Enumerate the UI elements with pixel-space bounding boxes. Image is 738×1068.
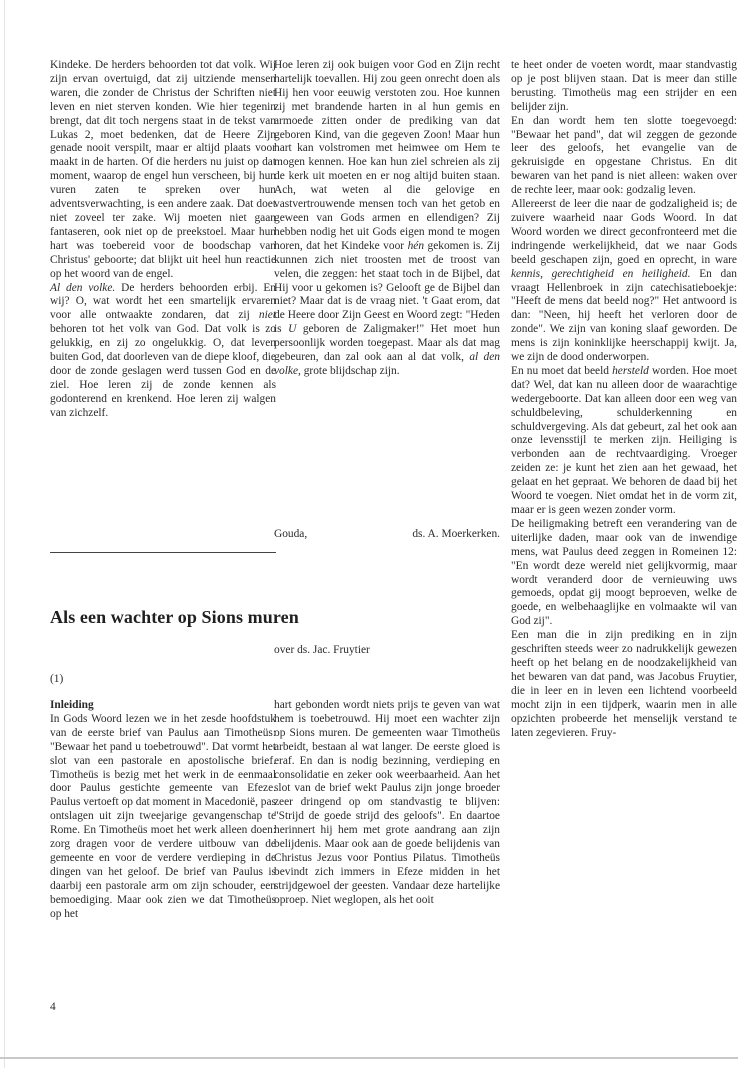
col3-paragraph-2: En dan wordt hem ten slotte toegevoegd: "Bewaar het pand", dat wil zeggen de gezonde leer des geloofs, het evangelie van de gekruisigde en opgestane Christus. En dit bewaren van het pand is niet alleen: waken over de rechte leer, maar ook: godzalig leven. (511, 114, 737, 197)
article1-column-1 (50, 59, 276, 421)
page-edge-line (4, 0, 5, 1068)
article2-column-2 (274, 699, 500, 908)
signature-author: ds. A. Moerkerken. (412, 528, 500, 540)
article2-column-3 (511, 59, 737, 740)
article2-title: Als een wachter op Sions muren (50, 607, 299, 627)
page-bottom-border (0, 1057, 738, 1059)
italic-al-den-volke: Al den volke. (50, 281, 116, 294)
col3-paragraph-4: En nu moet dat beeld hersteld worden. Hoe moet dat? Wel, dat kan nu alleen door de waarachtige wedergeboorte. Dat kan alleen door een weg van schuldbeleving, schulderkenning en schuldvergeving. Als dat gebeurt, zal het ook aan onze levensstijl te merken zijn. Heiliging is verbonden aan de rechtvaardiging. Vroeger zeiden ze: je kunt het zien aan het gewaad, het gelaat en het gepraat. We behoren de daad bij het Woord te voegen. Niet omdat het in de vorm zit, maar er is geen wezen zonder vorm. (511, 364, 737, 516)
article-separator-rule (50, 552, 276, 553)
col3-paragraph-5: De heiligmaking betreft een verandering van de uiterlijke daden, maar ook van de inwendige mens, wat Paulus deed zeggen in Romeinen 12: "En wordt deze wereld niet gelijkvormig, maar wordt veranderd door de vernieuwing uws gemoeds, opdat gij moogt beproeven, welke de goede, en welbehaaglijke en volmaakte wil van God zij". (511, 517, 737, 628)
article1-column-2 (274, 59, 500, 379)
section-heading: Inleiding (50, 699, 94, 711)
signature-place: Gouda, (274, 528, 308, 540)
col3-paragraph-6: Een man die in zijn prediking en in zijn geschriften steeds weer zo nadrukkelijk gewezen heeft op het belang en de noodzakelijkheid van het bewaren van dat pand, was Jacobus Fruytier, die in leer en in leven een lichtend voorbeeld mocht zijn in een tijdperk, waarin men in alle opzichten probeerde het menselijk verstand te laten zegevieren. Fruy- (511, 629, 737, 739)
article2-col2-paragraph: hart gebonden wordt niets prijs te geven van wat hem is toebetrouwd. Hij moet een wachter zijn op Sions muren. De gemeenten waar Timotheüs arbeidt, bestaan al wat langer. De eerste gloed is eraf. En dan is nodig bezinning, verdieping en consolidatie en zeker ook weerbaarheid. Aan het slot van de brief wekt Paulus zijn jonge broeder zeer dringend op om standvastig te blijven: "Strijd de goede strijd des geloofs". En daartoe herinnert hij hem met grote aandrang aan zijn belijdenis. Maar ook aan de goede belijdenis van Christus Jezus voor Pontius Pilatus. Timotheüs bevindt zich immers in Efeze midden in het strijdgewoel der geesten. Vandaar deze hartelijke oproep. Niet weglopen, als het ooit (274, 699, 500, 906)
page-number: 4 (50, 1001, 56, 1013)
article1-col2-paragraph: Hoe leren zij ook buigen voor God en Zijn recht hartelijk toevallen. Hij zou geen onrecht doen als Hij hen voor eeuwig verstoten zou. Hoe kunnen zij met brandende harten in al hun gemis en armoede zitten onder de prediking van dat geboren Kind, van die gegeven Zoon! Maar hun hart kan volstromen met heimwee om Hem te mogen kennen. Hoe kan hun ziel schreien als zij de kerk uit moeten en er nog altijd buiten staan. Ach, wat weten al die gelovige en vastvertrouwende mensen toch van het getob en geween van Gods armen en ellendigen? Zij hebben nodig het uit Gods eigen mond te mogen horen, dat het Kindeke voor hén gekomen is. Zij kunnen zich niet troosten met de troost van velen, die zeggen: het staat toch in de Bijbel, dat Hij voor u gekomen is? Gelooft ge de Bijbel dan niet? Maar dat is de vraag niet. 't Gaat erom, dat de Heere door Zijn Geest en Woord zegt: "Heden is U geboren de Zaligmaker!" Het moet hun persoonlijk worden toegepast. Maar als dat mag gebeuren, dan zal ook aan al dat volk, al den volke, grote blijdschap zijn. (274, 59, 500, 377)
article2-col1-paragraph: In Gods Woord lezen we in het zesde hoofdstuk van de eerste brief van Paulus aan Timotheüs: "Bewaar het pand u toebetrouwd". Dat vormt het slot van een pastorale en apostolische brief. Timotheüs is bezig met het werk in de eenmaal door Paulus gestichte gemeente van Efeze. Paulus vertoeft op dat moment in Macedonië, pas ontslagen uit zijn tweejarige gevangenschap te Rome. En Timotheüs moet het werk alleen doen: zorg dragen voor de verdere uitbouw van de gemeente en voor de verdere verdieping in de dingen van het geloof. De brief van Paulus is daarbij een pastorale arm om zijn schouder, een bemoediging. Maar ook zien we dat Timotheüs op het (50, 712, 276, 920)
italic-niet: niet (258, 309, 276, 322)
col3-paragraph-1: te heet onder de voeten wordt, maar standvastig op je post blijven staan. Dat is meer dan stille berusting. Timotheüs mag een strijder en een belijder zijn. (511, 59, 737, 113)
article1-col1-paragraph-2: Al den volke. De herders behoorden erbij. En wij? O, wat wordt het een smartelijk ervaren voor alle ontwaakte zondaren, dat zij niet behoren tot het volk van God. Dat volk is zo gelukkig, en zij zo ongelukkig. O, dat leven buiten God, dat doorleven van de diepe kloof, die door de zonde geslagen werd tussen God en de ziel. Hoe leren zij de zonde kennen als godonterend en krenkend. Hoe leren zij walgen van zichzelf. (50, 281, 276, 419)
article2-part-number: (1) (50, 673, 64, 685)
col3-paragraph-3: Allereerst de leer die naar de godzaligheid is; de zuivere waarheid naar Gods Woord. In dat Woord worden we direct geconfronteerd met die indringende werkelijkheid, dat we naar Gods beeld geschapen zijn, goed en oprecht, in ware kennis, gerechtigheid en heiligheid. En dan vraagt Hellenbroek in zijn catechisatieboekje: "Heeft de mens dat beeld nog?" Het antwoord is dan: "Neen, hij heeft het verloren door de zonde". We zijn van koning slaaf geworden. De mens is zijn koninklijke heerschappij kwijt. Ja, we zijn de dood onderworpen. (511, 198, 738, 364)
article1-col1-paragraph: Kindeke. De herders behoorden tot dat volk. Wij zijn ervan overtuigd, dat zij uitziende mensen waren, die zonder de Christus der Schriften niet leven en niet sterven konden. Wie hier tegenin brengt, dat dit toch nergens staat in de tekst van Lukas 2, moet bedenken, dat de Heere Zijn genade nooit verspilt, maar er altijd plaats voor maakt in de harten. Of die herders nu juist op dat moment, waarop de engel hun verscheen, bij hun vuren zaten te spreken over hun adventsverwachting, is een andere zaak. Dat doet niet zoveel ter zake. Wij moeten niet gaan fantaseren, ook niet op de preekstoel. Maar hun hart was toebereid voor de boodschap van Christus' geboorte; dat blijkt uit heel hun reactie op het woord van de engel. (50, 59, 276, 280)
article2-column-1 (50, 699, 276, 922)
article2-subtitle: over ds. Jac. Fruytier (274, 644, 370, 656)
